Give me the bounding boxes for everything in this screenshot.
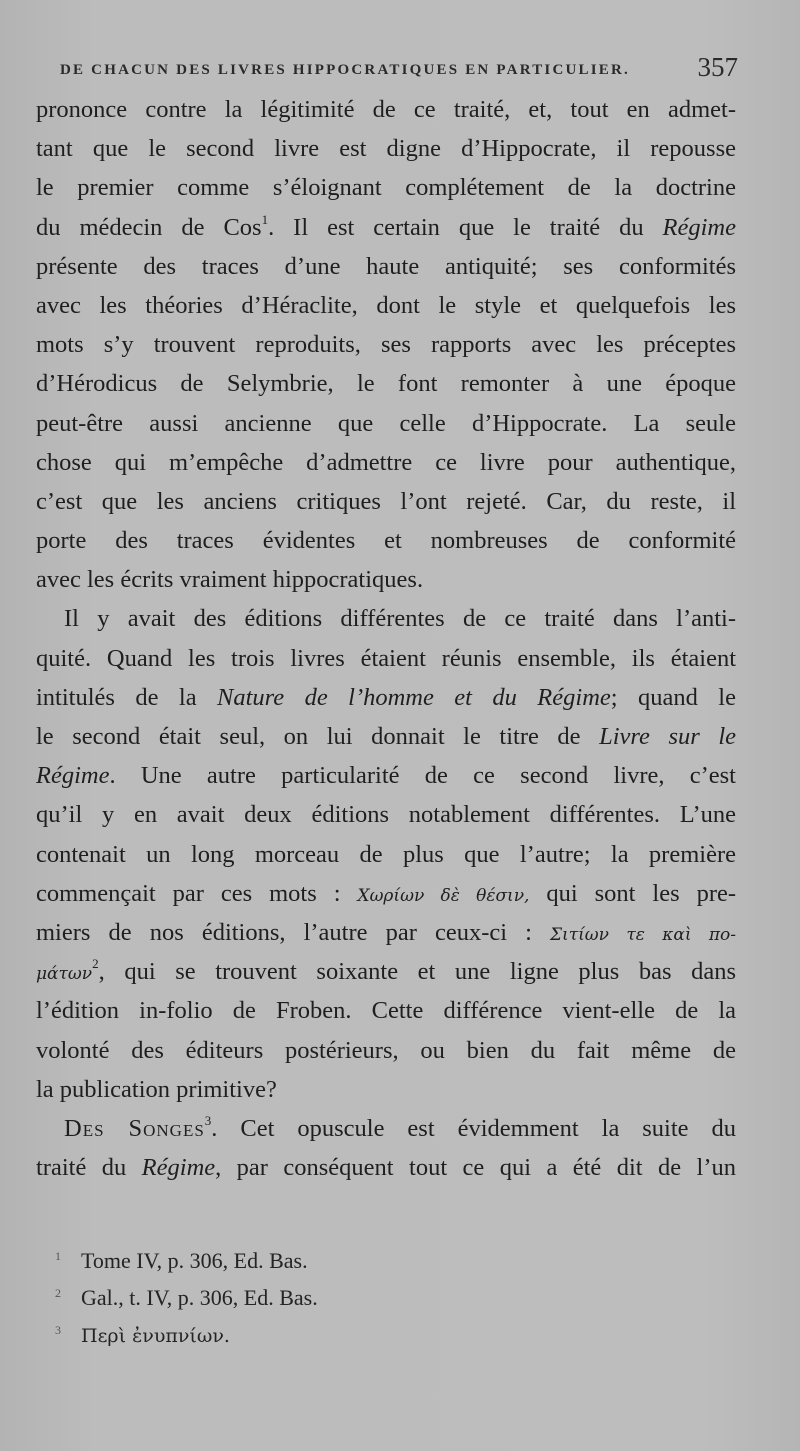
text-line: traité du Régime, par conséquent tout ce qui a été dit de l’un bbox=[36, 1154, 736, 1182]
page-number: 357 bbox=[697, 52, 738, 82]
text-line: porte des traces évidentes et nombreuses de conformité bbox=[36, 527, 736, 555]
text-line: qu’il y en avait deux éditions notablement différentes. L’une bbox=[36, 801, 736, 829]
text-line: Des Songes$^3$. Cet opuscule est évidemment la suite du bbox=[64, 1112, 736, 1142]
text-line: présente des traces d’une haute antiquité; ses conformités bbox=[36, 252, 736, 280]
text-line: Régime. Une autre particularité de ce second livre, c’est bbox=[36, 762, 736, 790]
text-line: avec les écrits vraiment hippocratiques. bbox=[36, 566, 424, 594]
footnotes bbox=[55, 1240, 735, 1353]
greek-phrase: μάτων bbox=[36, 964, 93, 985]
text-line: μάτων$^2$, qui se trouvent soixante et une ligne plus bas dans bbox=[36, 956, 736, 986]
footnote: 2 Gal., t. IV, p. 306, Ed. Bas. bbox=[55, 1285, 318, 1310]
text-line: commençait par ces mots : Χωρίων δὲ θέσιν, qui sont les pre- bbox=[36, 879, 736, 907]
text-line: l’édition in-folio de Froben. Cette différence vient-elle de la bbox=[36, 997, 736, 1025]
text-line: avec les théories d’Héraclite, dont le style et quelquefois les bbox=[36, 291, 736, 319]
greek-phrase: Σιτίων τε καὶ πο- bbox=[550, 924, 736, 945]
note-ref[interactable]: 3 bbox=[204, 1112, 212, 1128]
footnote: 1 Tome IV, p. 306, Ed. Bas. bbox=[55, 1248, 308, 1273]
text-line: Il y avait des éditions différentes de ce traité dans l’anti- bbox=[64, 605, 736, 633]
text-line: volonté des éditeurs postérieurs, ou bien du fait même de bbox=[36, 1036, 736, 1064]
text-line: miers de nos éditions, l’autre par ceux-ci : Σιτίων τε καὶ πο- bbox=[36, 918, 736, 946]
footnote: 3 Περὶ ἐνυπνίων. bbox=[55, 1323, 230, 1347]
text-line: c’est que les anciens critiques l’ont rejeté. Car, du reste, il bbox=[36, 487, 736, 515]
text-line: prononce contre la légitimité de ce traité, et, tout en admet- bbox=[36, 96, 736, 123]
text-line: intitulés de la Nature de l’homme et du Régime; quand le bbox=[36, 683, 736, 711]
note-ref[interactable]: 2 bbox=[92, 956, 99, 972]
text-line: le second était seul, on lui donnait le titre de Livre sur le bbox=[36, 723, 736, 750]
text-line: contenait un long morceau de plus que l’autre; la première bbox=[36, 840, 736, 868]
text-line: quité. Quand les trois livres étaient réunis ensemble, ils étaient bbox=[36, 644, 736, 672]
section-title: Des Songes bbox=[64, 1114, 205, 1142]
text-line: chose qui m’empêche d’admettre ce livre pour authentique, bbox=[36, 448, 736, 476]
body-text bbox=[36, 90, 736, 1187]
running-title: DE CHACUN DES LIVRES HIPPOCRATIQUES EN PARTICULIER. bbox=[60, 62, 630, 78]
text-line: mots s’y trouvent reproduits, ses rapports avec les préceptes bbox=[36, 331, 736, 359]
text-line: le premier comme s’éloignant complétement de la doctrine bbox=[36, 174, 736, 202]
note-ref[interactable]: 1 bbox=[261, 211, 269, 227]
text-line: peut-être aussi ancienne que celle d’Hippocrate. La seule bbox=[36, 409, 736, 437]
text-line: d’Hérodicus de Selymbrie, le font remonter à une époque bbox=[36, 370, 736, 398]
text-line: du médecin de Cos$^1$. Il est certain que le traité du Régime bbox=[36, 211, 736, 241]
text-line: la publication primitive? bbox=[36, 1075, 277, 1103]
running-head bbox=[60, 54, 740, 88]
text-line: tant que le second livre est digne d’Hippocrate, il repousse bbox=[36, 135, 736, 163]
greek-phrase: Χωρίων δὲ θέσιν, bbox=[357, 885, 530, 906]
